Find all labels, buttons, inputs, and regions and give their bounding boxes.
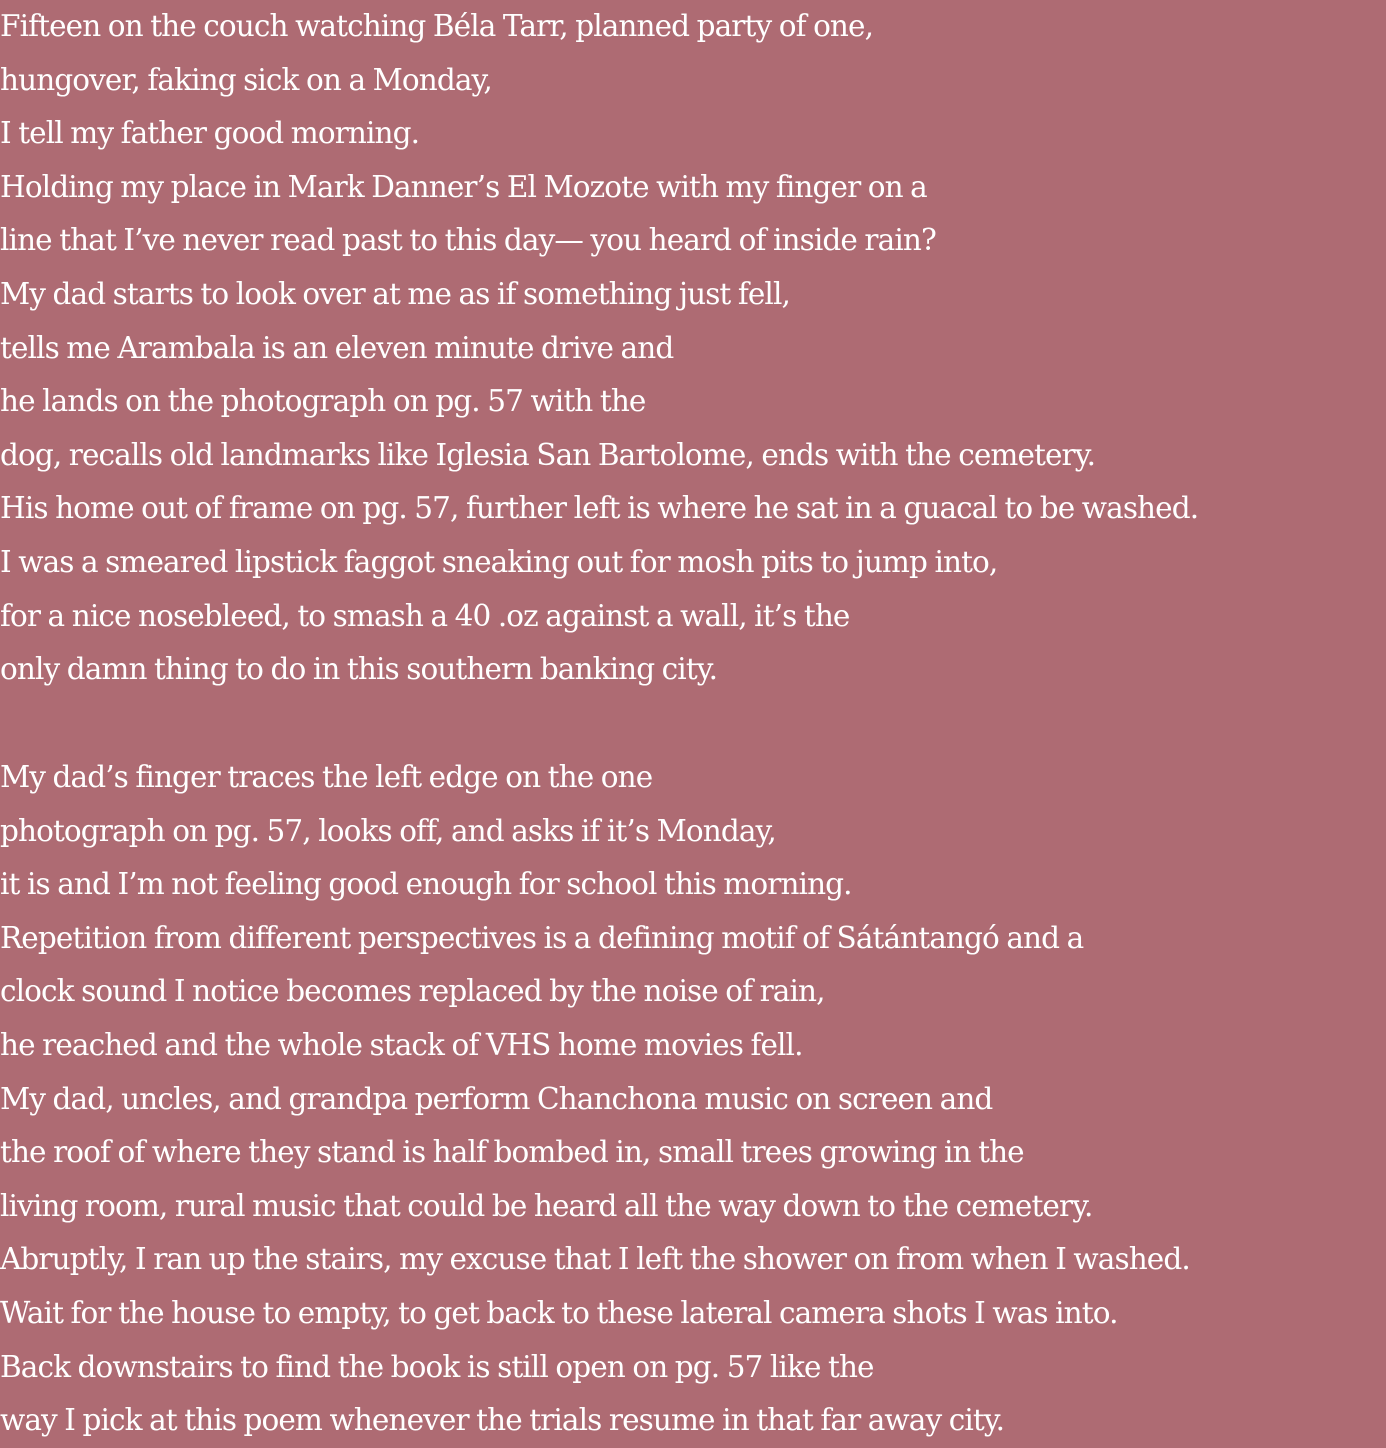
poem-line: I was a smeared lipstick faggot sneaking out for mosh pits to jump into, — [0, 544, 998, 579]
poem-line: he lands on the photograph on pg. 57 with the — [0, 384, 646, 419]
poem-line: only damn thing to do in this southern banking city. — [0, 652, 718, 687]
poem-line: tells me Arambala is an eleven minute drive and — [0, 330, 674, 365]
poem-line: His home out of frame on pg. 57, further left is where he sat in a guacal to be washed. — [0, 491, 1199, 526]
poem-line: living room, rural music that could be heard all the way down to the cemetery. — [0, 1188, 1093, 1223]
poem-line: clock sound I notice becomes replaced by the noise of rain, — [0, 974, 825, 1009]
poem-line: I tell my father good morning. — [0, 116, 420, 151]
poem-line: for a nice nosebleed, to smash a 40 .oz against a wall, it’s the — [0, 598, 850, 633]
poem-line: the roof of where they stand is half bombed in, small trees growing in the — [0, 1135, 1024, 1170]
stanza-1 — [0, 0, 1198, 697]
poem-line: line that I’ve never read past to this day— you heard of inside rain? — [0, 223, 936, 258]
poem-line: Fifteen on the couch watching Béla Tarr, planned party of one, — [0, 9, 874, 43]
poem-line: dog, recalls old landmarks like Iglesia San Bartolome, ends with the cemetery. — [0, 437, 1096, 472]
poem-line: My dad starts to look over at me as if something just fell, — [0, 276, 790, 311]
stanza-2 — [0, 751, 1190, 1448]
poem-line: Back downstairs to find the book is still open on pg. 57 like the — [0, 1349, 874, 1384]
poem-line: hungover, faking sick on a Monday, — [0, 62, 492, 97]
poem-line: Holding my place in Mark Danner’s El Mozote with my finger on a — [0, 169, 927, 204]
poem-line: My dad’s finger traces the left edge on the one — [0, 760, 653, 794]
poem-line: Repetition from different perspectives is a defining motif of Sátántangó and a — [0, 920, 1084, 955]
poem-line: photograph on pg. 57, looks off, and asks if it’s Monday, — [0, 813, 776, 848]
poem-line: way I pick at this poem whenever the trials resume in that far away city. — [0, 1403, 1005, 1438]
poem-line: Abruptly, I ran up the stairs, my excuse that I left the shower on from when I washed. — [0, 1242, 1190, 1277]
poem-line: he reached and the whole stack of VHS home movies fell. — [0, 1027, 803, 1062]
poem-line: My dad, uncles, and grandpa perform Chanchona music on screen and — [0, 1081, 993, 1116]
poem-line: Wait for the house to empty, to get back to these lateral camera shots I was into. — [0, 1295, 1118, 1330]
poem-line: it is and I’m not feeling good enough for school this morning. — [0, 867, 852, 902]
